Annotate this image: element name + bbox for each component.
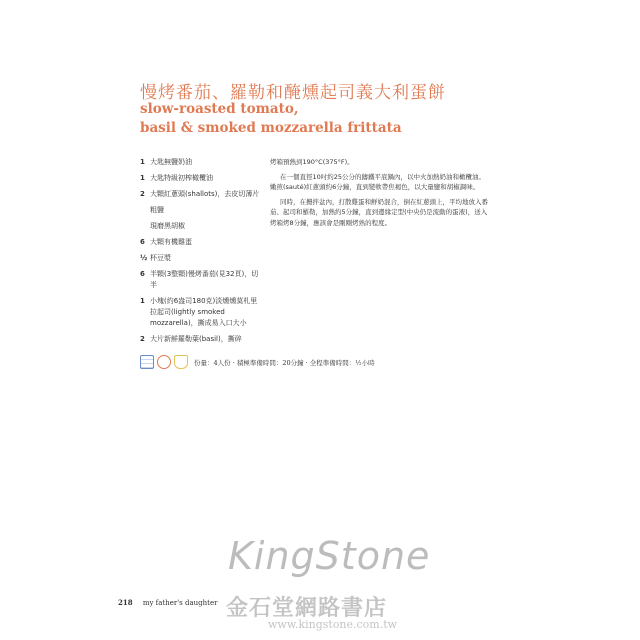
ingredient-item (140, 253, 260, 264)
book-title: my father's daughter (142, 599, 218, 607)
ingredient-qty: 1 (140, 158, 145, 166)
ingredient-qty: 1 (140, 174, 145, 182)
ingredient-qty (140, 221, 150, 232)
method-paragraph: 在一個直徑10吋約25公分的鑄鐵平底鍋內，以中火加熱奶油和橄欖油。嫩煎(sauté)紅蔥頭約6分鐘，直到變軟帶焦褐色，以大量鹽和胡椒調味。 (270, 172, 486, 191)
watermark-brand: KingStone (228, 534, 431, 578)
ingredient-qty: 6 (140, 238, 145, 246)
ingredient-text: 大匙特級初榨橄欖油 (150, 174, 213, 182)
ingredient-text: 半顆(3整顆)慢烤番茄(見32頁)，切半 (150, 270, 259, 289)
ingredient-item (140, 296, 260, 329)
ingredient-item (140, 237, 260, 248)
ingredient-item (140, 221, 260, 232)
ingredient-item (140, 269, 260, 291)
ingredient-item (140, 157, 260, 168)
ingredient-text: 杯豆漿 (150, 254, 171, 262)
info-text: 份量：4人份 · 積極準備時間：20分鐘 · 全程準備時間：½小時 (194, 358, 375, 367)
glass-icon (174, 355, 188, 369)
recipe-info-bar (140, 355, 375, 369)
ingredient-qty: 1 (140, 297, 145, 305)
ingredient-qty: ½ (140, 254, 148, 262)
ingredient-qty (140, 205, 150, 216)
ingredient-qty: 2 (140, 190, 145, 198)
ingredient-text: 小塊(約6盎司180克)淡燻燻莫札里拉起司(lightly smoked mozzarella)，撕成易入口大小 (150, 297, 258, 327)
page-number: 218 (118, 598, 133, 607)
calendar-icon (140, 355, 154, 369)
ingredient-text: 現磨黑胡椒 (150, 222, 185, 230)
ingredient-text: 大片新鮮羅勒葉(basil)，撕碎 (150, 335, 242, 343)
recipe-title-en-line2: basil & smoked mozzarella frittata (140, 120, 402, 136)
ingredient-item (140, 173, 260, 184)
ingredients-list (140, 157, 260, 350)
ingredient-text: 粗鹽 (150, 206, 164, 214)
ingredient-text: 大顆紅蔥頭(shallots)，去皮切薄片 (150, 190, 260, 198)
ingredient-qty: 2 (140, 335, 145, 343)
watermark-zh: 金石堂網路書店 (226, 595, 388, 621)
ingredient-item (140, 205, 260, 216)
method-paragraph: 烤箱預熱到190°C(375°F)。 (270, 158, 354, 166)
ingredient-text: 大顆有機雞蛋 (150, 238, 192, 246)
ingredient-qty: 6 (140, 270, 145, 278)
method-paragraph: 同時，在攪拌盆內，打散雞蛋和鮮奶混合，倒在紅蔥頭上，平均地放入番茄、起司和羅勒，加熱約5分鐘，直到邊緣定型(中央仍是流動的蛋液)，送入烤箱烤8分鐘，應該會是剛剛烤熟的程度。 (270, 197, 488, 227)
clock-icon (157, 355, 171, 369)
ingredient-item (140, 189, 260, 200)
recipe-title-en (140, 100, 402, 138)
watermark-url: www.kingstone.com.tw (268, 618, 398, 631)
method-text (270, 157, 490, 232)
ingredient-item (140, 334, 260, 345)
recipe-title-zh: 慢烤番茄、羅勒和醃燻起司義大利蛋餅 (140, 83, 446, 103)
info-icons (140, 355, 188, 369)
page-footer (118, 598, 217, 607)
ingredient-text: 大匙無鹽奶油 (150, 158, 192, 166)
recipe-title-en-line1: slow-roasted tomato, (140, 101, 299, 117)
